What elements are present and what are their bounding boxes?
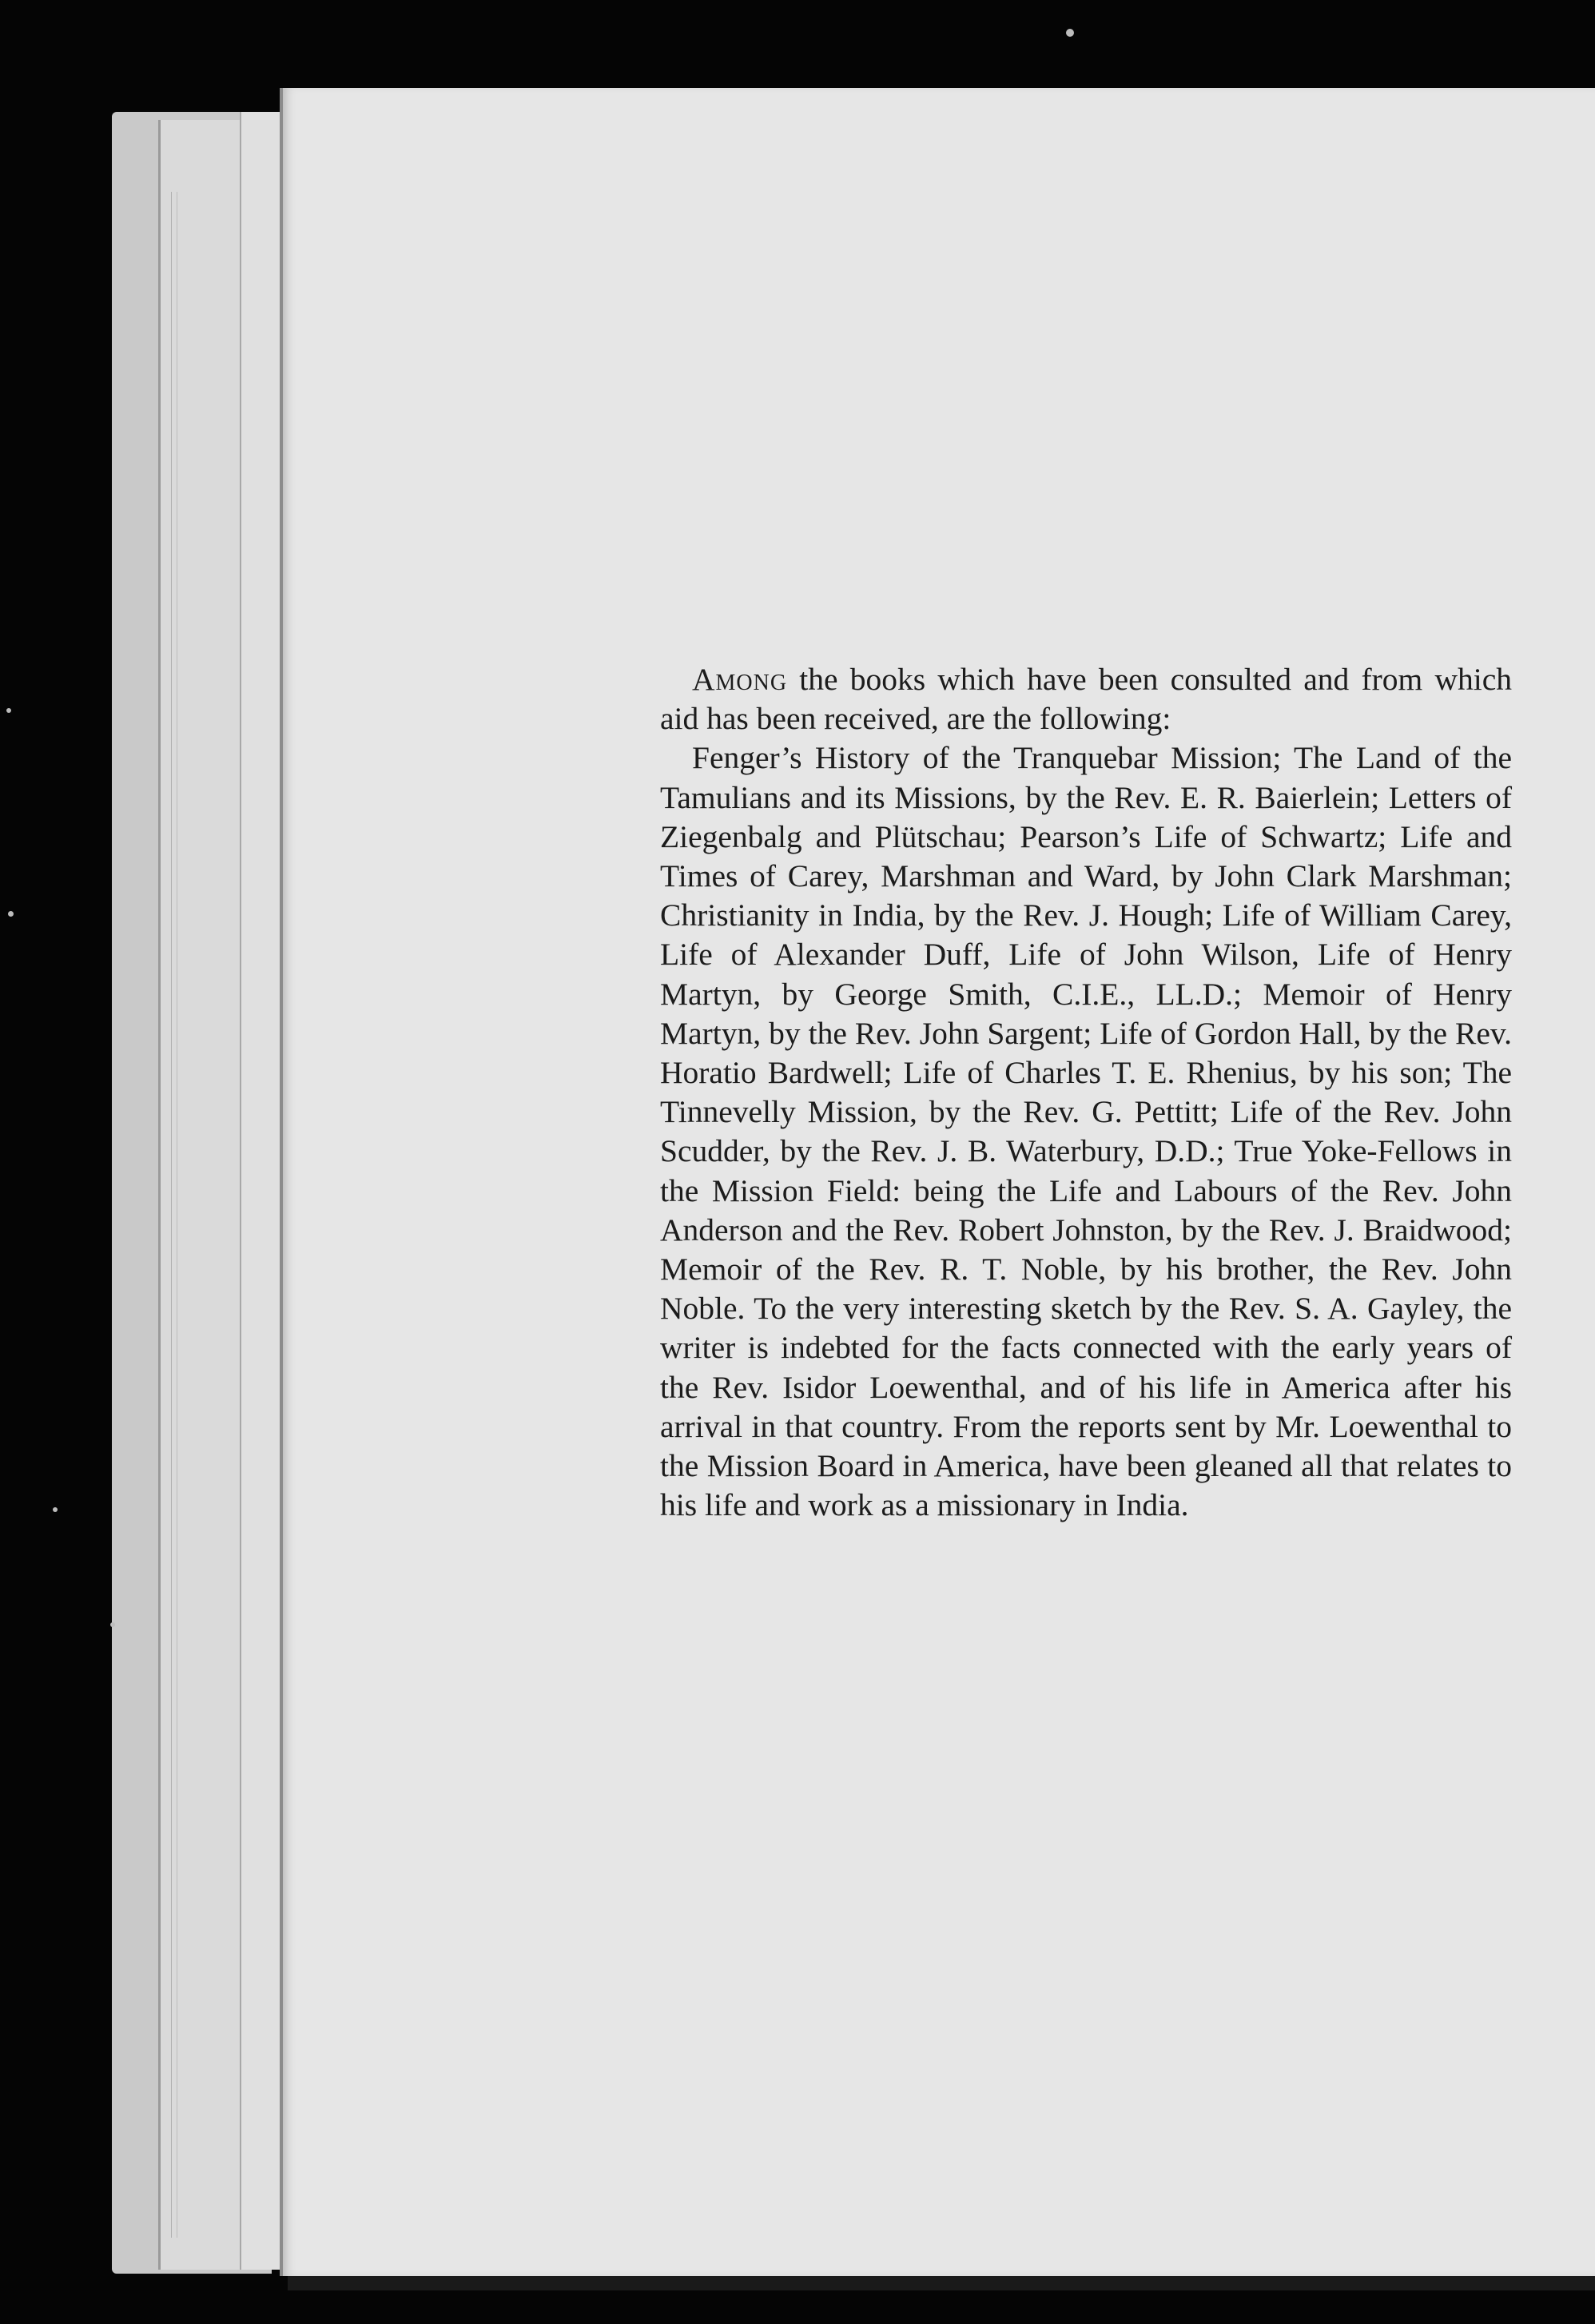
scan-speck (1066, 29, 1074, 37)
page-bottom-shadow (288, 2276, 1595, 2290)
intro-paragraph (660, 660, 1512, 738)
acknowledgements-text (660, 660, 1512, 1525)
lead-word: Among (692, 662, 788, 697)
scan-speck (8, 911, 14, 917)
intro-text: the books which have been consulted and from which aid has been received, are the following: (660, 662, 1512, 737)
scan-speck (6, 708, 11, 713)
page-edge-lines (171, 192, 177, 2238)
bibliography-paragraph: Fenger’s History of the Tranquebar Mission; The Land of the Tamulians and its Missions, by the Rev. E. R. Baierlein; Letters of Ziegenbalg and Plütschau; Pearson’s Life of Schwartz; Life and Times of Carey, Marshman and Ward, by John Clark Marshman; Christianity in India, by the Rev. J. Hough; Life of William Carey, Life of Alexander Duff, Life of John Wilson, Life of Henry Martyn, by George Smith, C.I.E., LL.D.; Memoir of Henry Martyn, by the Rev. John Sargent; Life of Gordon Hall, by the Rev. Horatio Bardwell; Life of Charles T. E. Rhenius, by his son; The Tinnevelly Mission, by the Rev. G. Pettitt; Life of the Rev. John Scudder, by the Rev. J. B. Waterbury, D.D.; True Yoke-Fellows in the Mission Field: being the Life and Labours of the Rev. John Anderson and the Rev. Robert Johnston, by the Rev. J. Braidwood; Memoir of the Rev. R. T. Noble, by his brother, the Rev. John Noble. To the very interesting sketch by the Rev. S. A. Gayley, the writer is indebted for the facts connected with the early years of the Rev. Isidor Loewenthal, and of his life in America after his arrival in that country. From the reports sent by Mr. Loewenthal to the Mission Board in America, have been gleaned all that relates to his life and work as a missionary in India. (660, 740, 1512, 1523)
scan-speck (53, 1507, 58, 1512)
scan-speck (110, 1622, 115, 1627)
